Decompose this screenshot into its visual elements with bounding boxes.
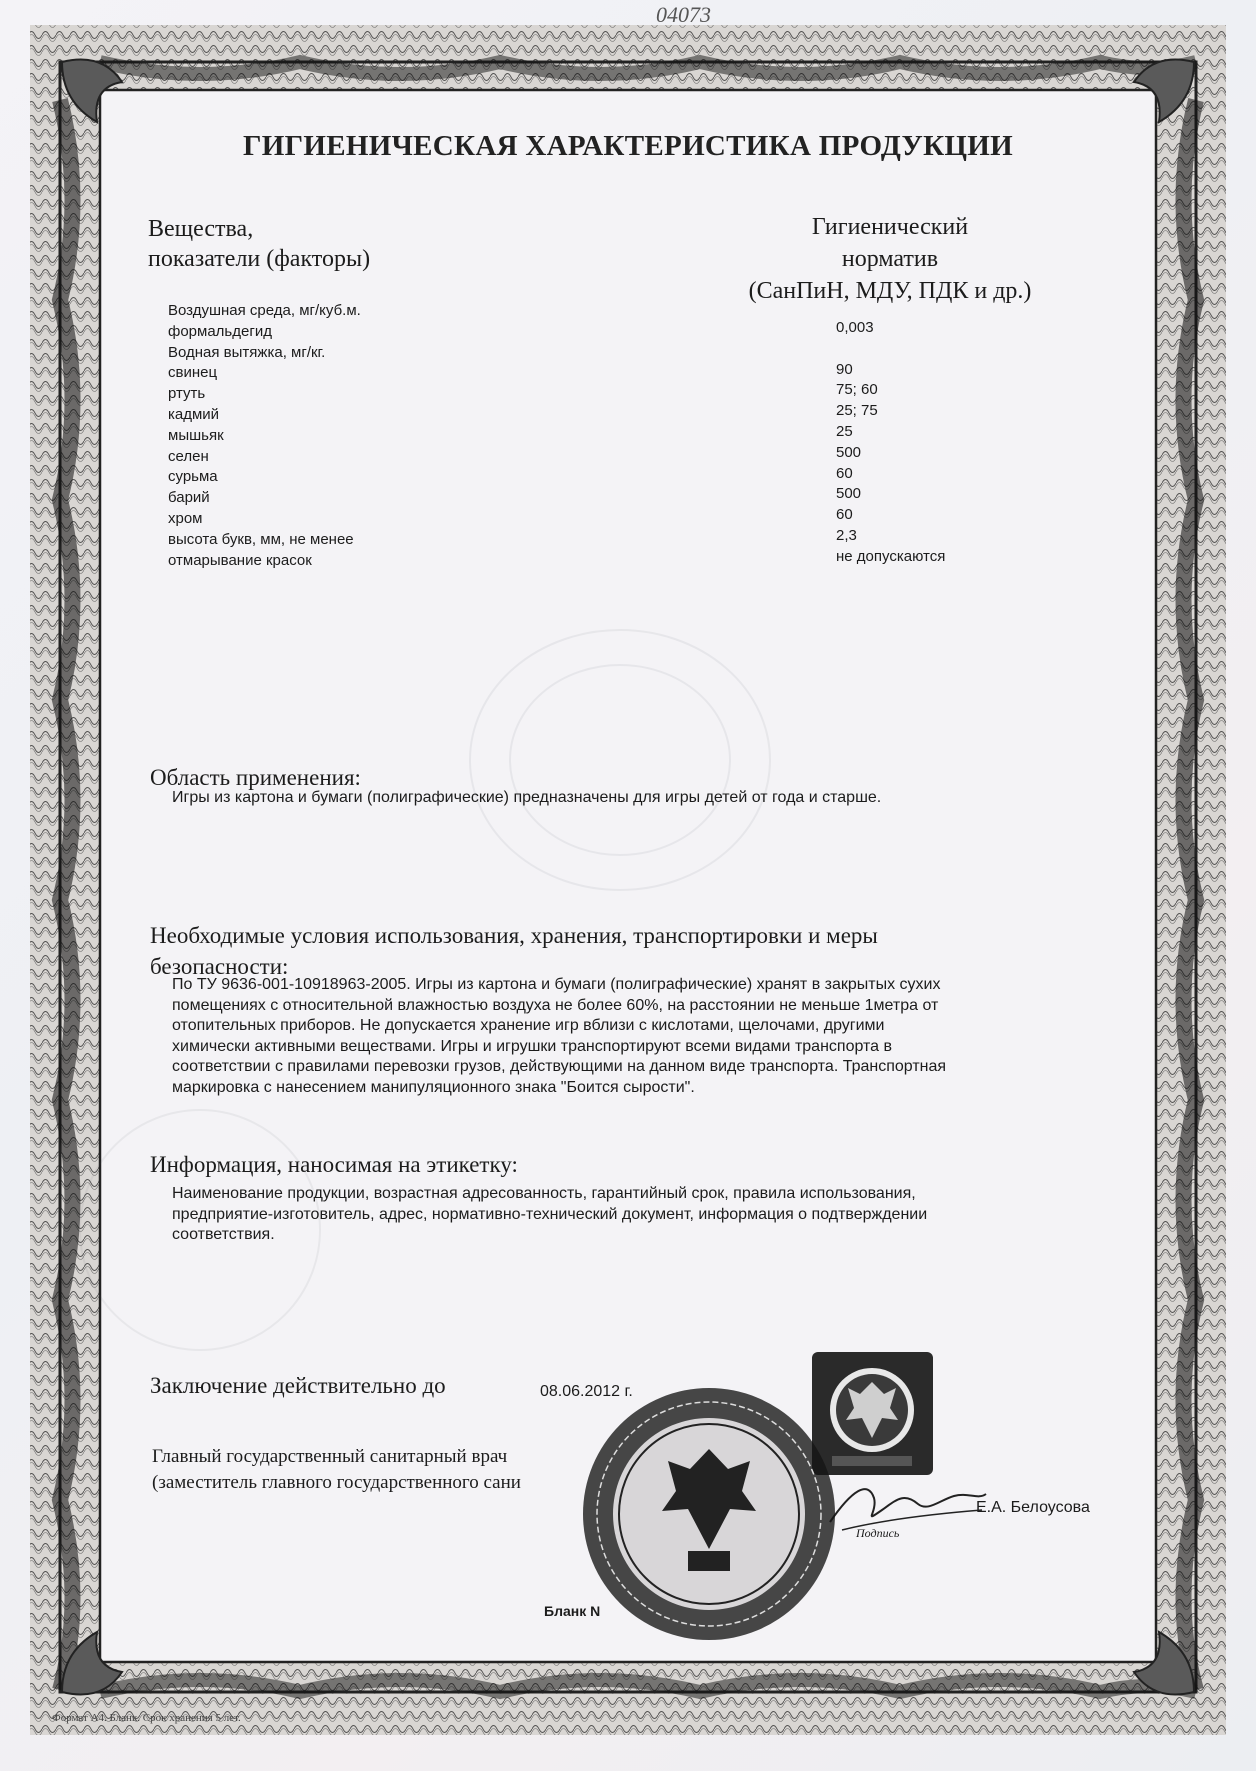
indicator-value: 500 <box>836 443 862 461</box>
footer-note: Формат А4. Бланк. Срок хранения 5 лет. <box>52 1712 241 1724</box>
document-title: ГИГИЕНИЧЕСКАЯ ХАРАКТЕРИСТИКА ПРОДУКЦИИ <box>243 130 1013 162</box>
label-info-line: Наименование продукции, возрастная адресованность, гарантийный срок, правила использования, <box>172 1185 916 1202</box>
conditions-line: По ТУ 9636-001-10918963-2005. Игры из картона и бумаги (полиграфические) хранят в закрытых сухих <box>172 976 941 993</box>
indicator-value: 25; 75 <box>836 402 878 420</box>
indicator-value: 500 <box>836 485 862 503</box>
header-left-line: показатели (факторы) <box>148 246 371 272</box>
signature-caption: Подпись <box>856 1526 900 1540</box>
header-norm <box>720 211 1060 307</box>
header-right-line: норматив <box>841 246 939 272</box>
indicator-name: Воздушная среда, мг/куб.м. <box>168 302 361 319</box>
indicator-name: ртуть <box>168 385 206 403</box>
indicator-name: высота букв, мм, не менее <box>168 530 354 548</box>
scope-heading: Область применения: <box>150 765 361 790</box>
indicator-name: мышьяк <box>168 426 224 444</box>
header-left-line: Вещества, <box>148 216 254 242</box>
indicator-value: 25 <box>836 422 853 440</box>
indicator-name: селен <box>168 447 209 465</box>
header-substances <box>148 214 370 274</box>
conditions-heading: Необходимые условия использования, хранения, транспортировки и меры <box>150 923 878 948</box>
indicator-name: отмарывание красок <box>168 551 312 569</box>
signatory-name: Е.А. Белоусова <box>976 1499 1090 1516</box>
label-info-line: соответствия. <box>172 1226 275 1243</box>
signatory-title-cont: (заместитель главного государственного сани <box>152 1472 521 1493</box>
indicator-names <box>168 301 361 571</box>
header-right-line: (СанПиН, МДУ, ПДК и др.) <box>748 278 1032 304</box>
indicator-value: 2,3 <box>836 526 857 544</box>
indicator-value: 60 <box>836 506 853 524</box>
indicator-value <box>836 339 945 360</box>
scope-text: Игры из картона и бумаги (полиграфические) предназначены для игры детей от года и старше. <box>172 789 882 806</box>
indicator-name: барий <box>168 489 210 507</box>
conditions-line: маркировка с нанесением манипуляционного знака "Боится сырости". <box>172 1078 695 1096</box>
validity-label: Заключение действительно до <box>150 1373 446 1398</box>
label-info-text <box>172 1184 927 1246</box>
conditions-line: соответствии с правилами перевозки грузов, действующими на данном виде транспорта. Транспортная <box>172 1058 947 1075</box>
indicator-name: хром <box>168 509 203 527</box>
header-right-line: Гигиенический <box>811 214 969 240</box>
handwritten-note: 04073 <box>656 2 711 27</box>
label-info-line: предприятие-изготовитель, адрес, нормативно-технический документ, информация о подтверждении <box>172 1205 928 1223</box>
conditions-heading-cont: безопасности: <box>150 954 289 979</box>
official-seal-stamp <box>578 1383 840 1645</box>
indicator-name: кадмий <box>168 405 220 423</box>
form-number-label: Бланк N <box>544 1603 601 1619</box>
indicator-value: не допускаются <box>836 547 946 565</box>
indicator-name: Водная вытяжка, мг/кг. <box>168 343 326 361</box>
indicator-values <box>836 318 945 568</box>
signature <box>822 1470 992 1540</box>
conditions-line: отопительных приборов. Не допускается хранение игр вблизи с кислотами, щелочами, другими <box>172 1017 885 1034</box>
signatory-title: Главный государственный санитарный врач <box>152 1446 508 1467</box>
indicator-name: сурьма <box>168 468 218 486</box>
indicator-name: свинец <box>168 364 218 382</box>
label-info-heading: Информация, наносимая на этикетку: <box>150 1152 518 1177</box>
indicator-value: 90 <box>836 360 853 378</box>
indicator-value: 60 <box>836 464 853 482</box>
validity-date: 08.06.2012 г. <box>540 1383 633 1400</box>
conditions-line: помещениях с относительной влажностью воздуха не более 60%, на расстоянии не меньше 1метра от <box>172 996 939 1014</box>
conditions-text <box>172 975 946 1098</box>
indicator-value: 0,003 <box>836 319 874 336</box>
indicator-name: формальдегид <box>168 322 272 340</box>
conditions-line: химически активными веществами. Игры и игрушки транспортируют всеми видами транспорта в <box>172 1037 892 1055</box>
indicator-value: 75; 60 <box>836 381 878 399</box>
